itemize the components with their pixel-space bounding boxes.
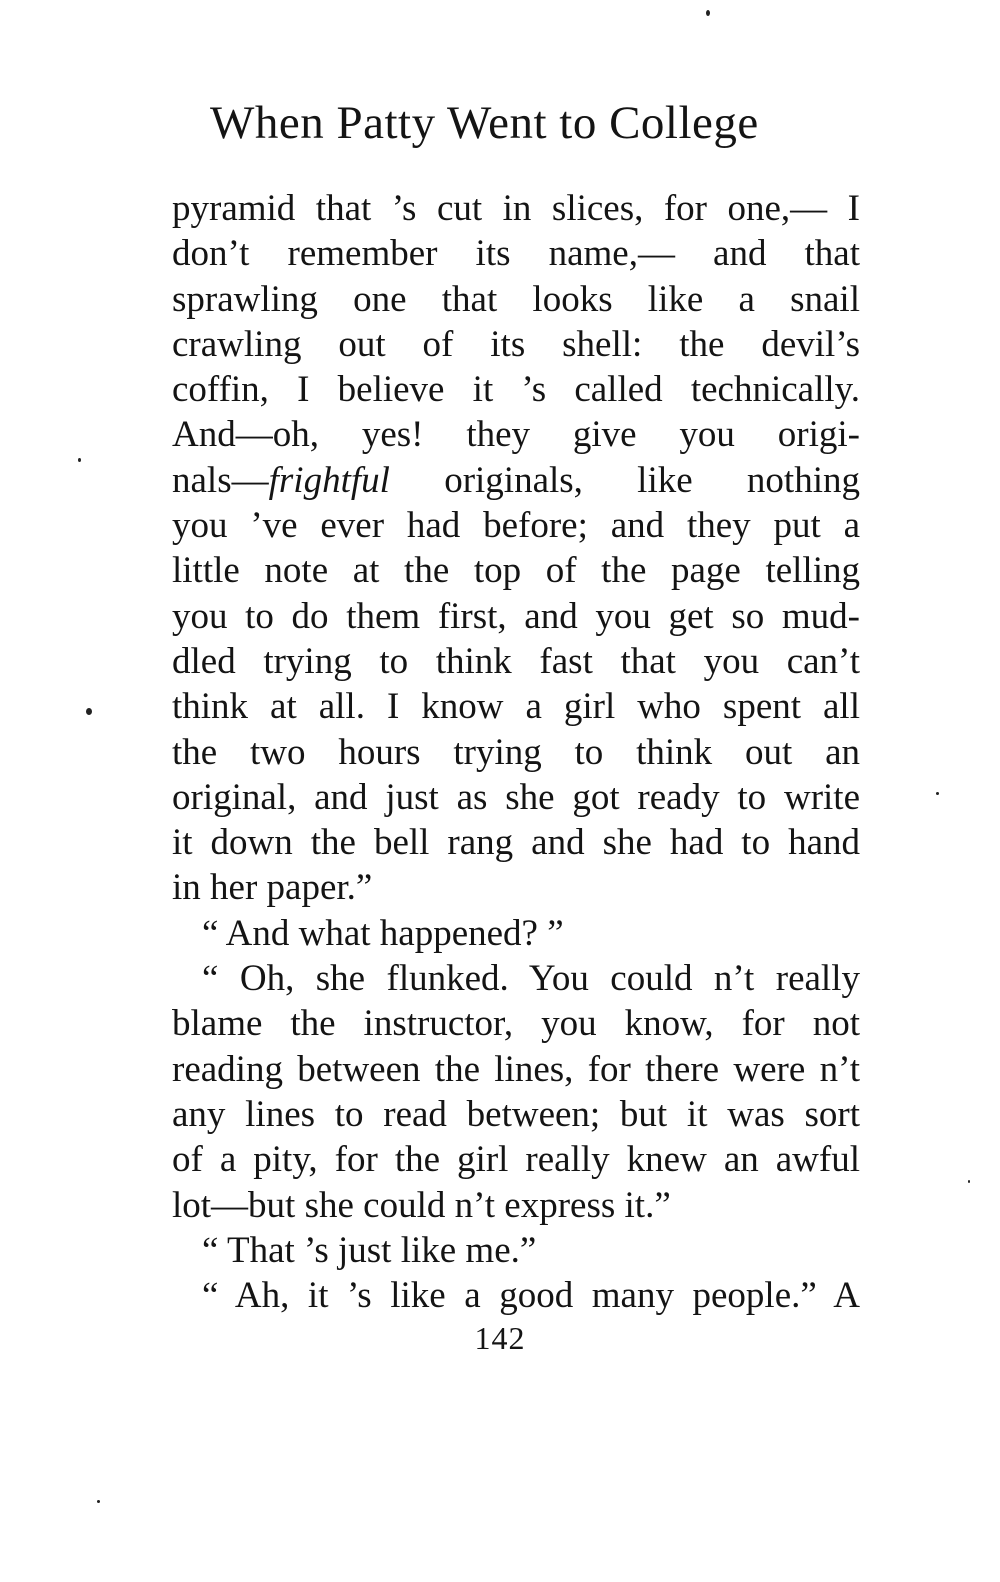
- text-line: little note at the top of the page telling: [172, 550, 860, 592]
- text-line: coffin, I believe it ’s called technically.: [172, 369, 860, 411]
- text-line: you ’ve ever had before; and they put a: [172, 505, 860, 547]
- text-line: don’t remember its name,— and that: [172, 233, 860, 275]
- text-line: [172, 458, 860, 503]
- text-line: blame the instructor, you know, for not: [172, 1003, 860, 1045]
- italic-word: frightful: [268, 459, 390, 501]
- text-line: the two hours trying to think out an: [172, 731, 860, 773]
- text-line: sprawling one that looks like a snail: [172, 278, 860, 320]
- text-line: dled trying to think fast that you can’t: [172, 640, 860, 682]
- body-text: [172, 186, 860, 1318]
- text-line: any lines to read between; but it was sort: [172, 1093, 860, 1135]
- text-line: of a pity, for the girl really knew an awful: [172, 1139, 860, 1181]
- text-line: pyramid that ’s cut in slices, for one,— I: [172, 188, 860, 229]
- scan-speck: [706, 10, 710, 16]
- scan-speck: [936, 792, 939, 795]
- scan-speck: [78, 458, 81, 462]
- text-line: “ Ah, it ’s like a good many people.” A: [202, 1275, 860, 1317]
- text-line: think at all. I know a girl who spent all: [172, 686, 860, 728]
- text-line: you to do them first, and you get so mud-: [172, 595, 860, 637]
- running-head: When Patty Went to College: [210, 97, 759, 149]
- text-line: crawling out of its shell: the devil’s: [172, 323, 860, 365]
- scan-speck: [968, 1180, 970, 1183]
- text-line: “ Oh, she flunked. You could n’t really: [202, 958, 860, 1000]
- line-segment: originals, like nothing: [389, 459, 860, 501]
- text-line: in her paper.”: [172, 867, 373, 909]
- text-line: And—oh, yes! they give you origi-: [172, 414, 860, 456]
- text-line: “ That ’s just like me.”: [202, 1229, 537, 1271]
- text-line: it down the bell rang and she had to hand: [172, 822, 860, 864]
- page-number: 142: [474, 1320, 526, 1356]
- text-line: reading between the lines, for there were n’t: [172, 1048, 860, 1090]
- line-segment: nals—: [172, 459, 269, 501]
- text-line: lot—but she could n’t express it.”: [172, 1184, 671, 1226]
- text-line: “ And what happened? ”: [202, 912, 564, 954]
- scan-speck: [97, 1500, 100, 1503]
- scan-speck: [86, 708, 92, 715]
- text-line: original, and just as she got ready to write: [172, 776, 860, 818]
